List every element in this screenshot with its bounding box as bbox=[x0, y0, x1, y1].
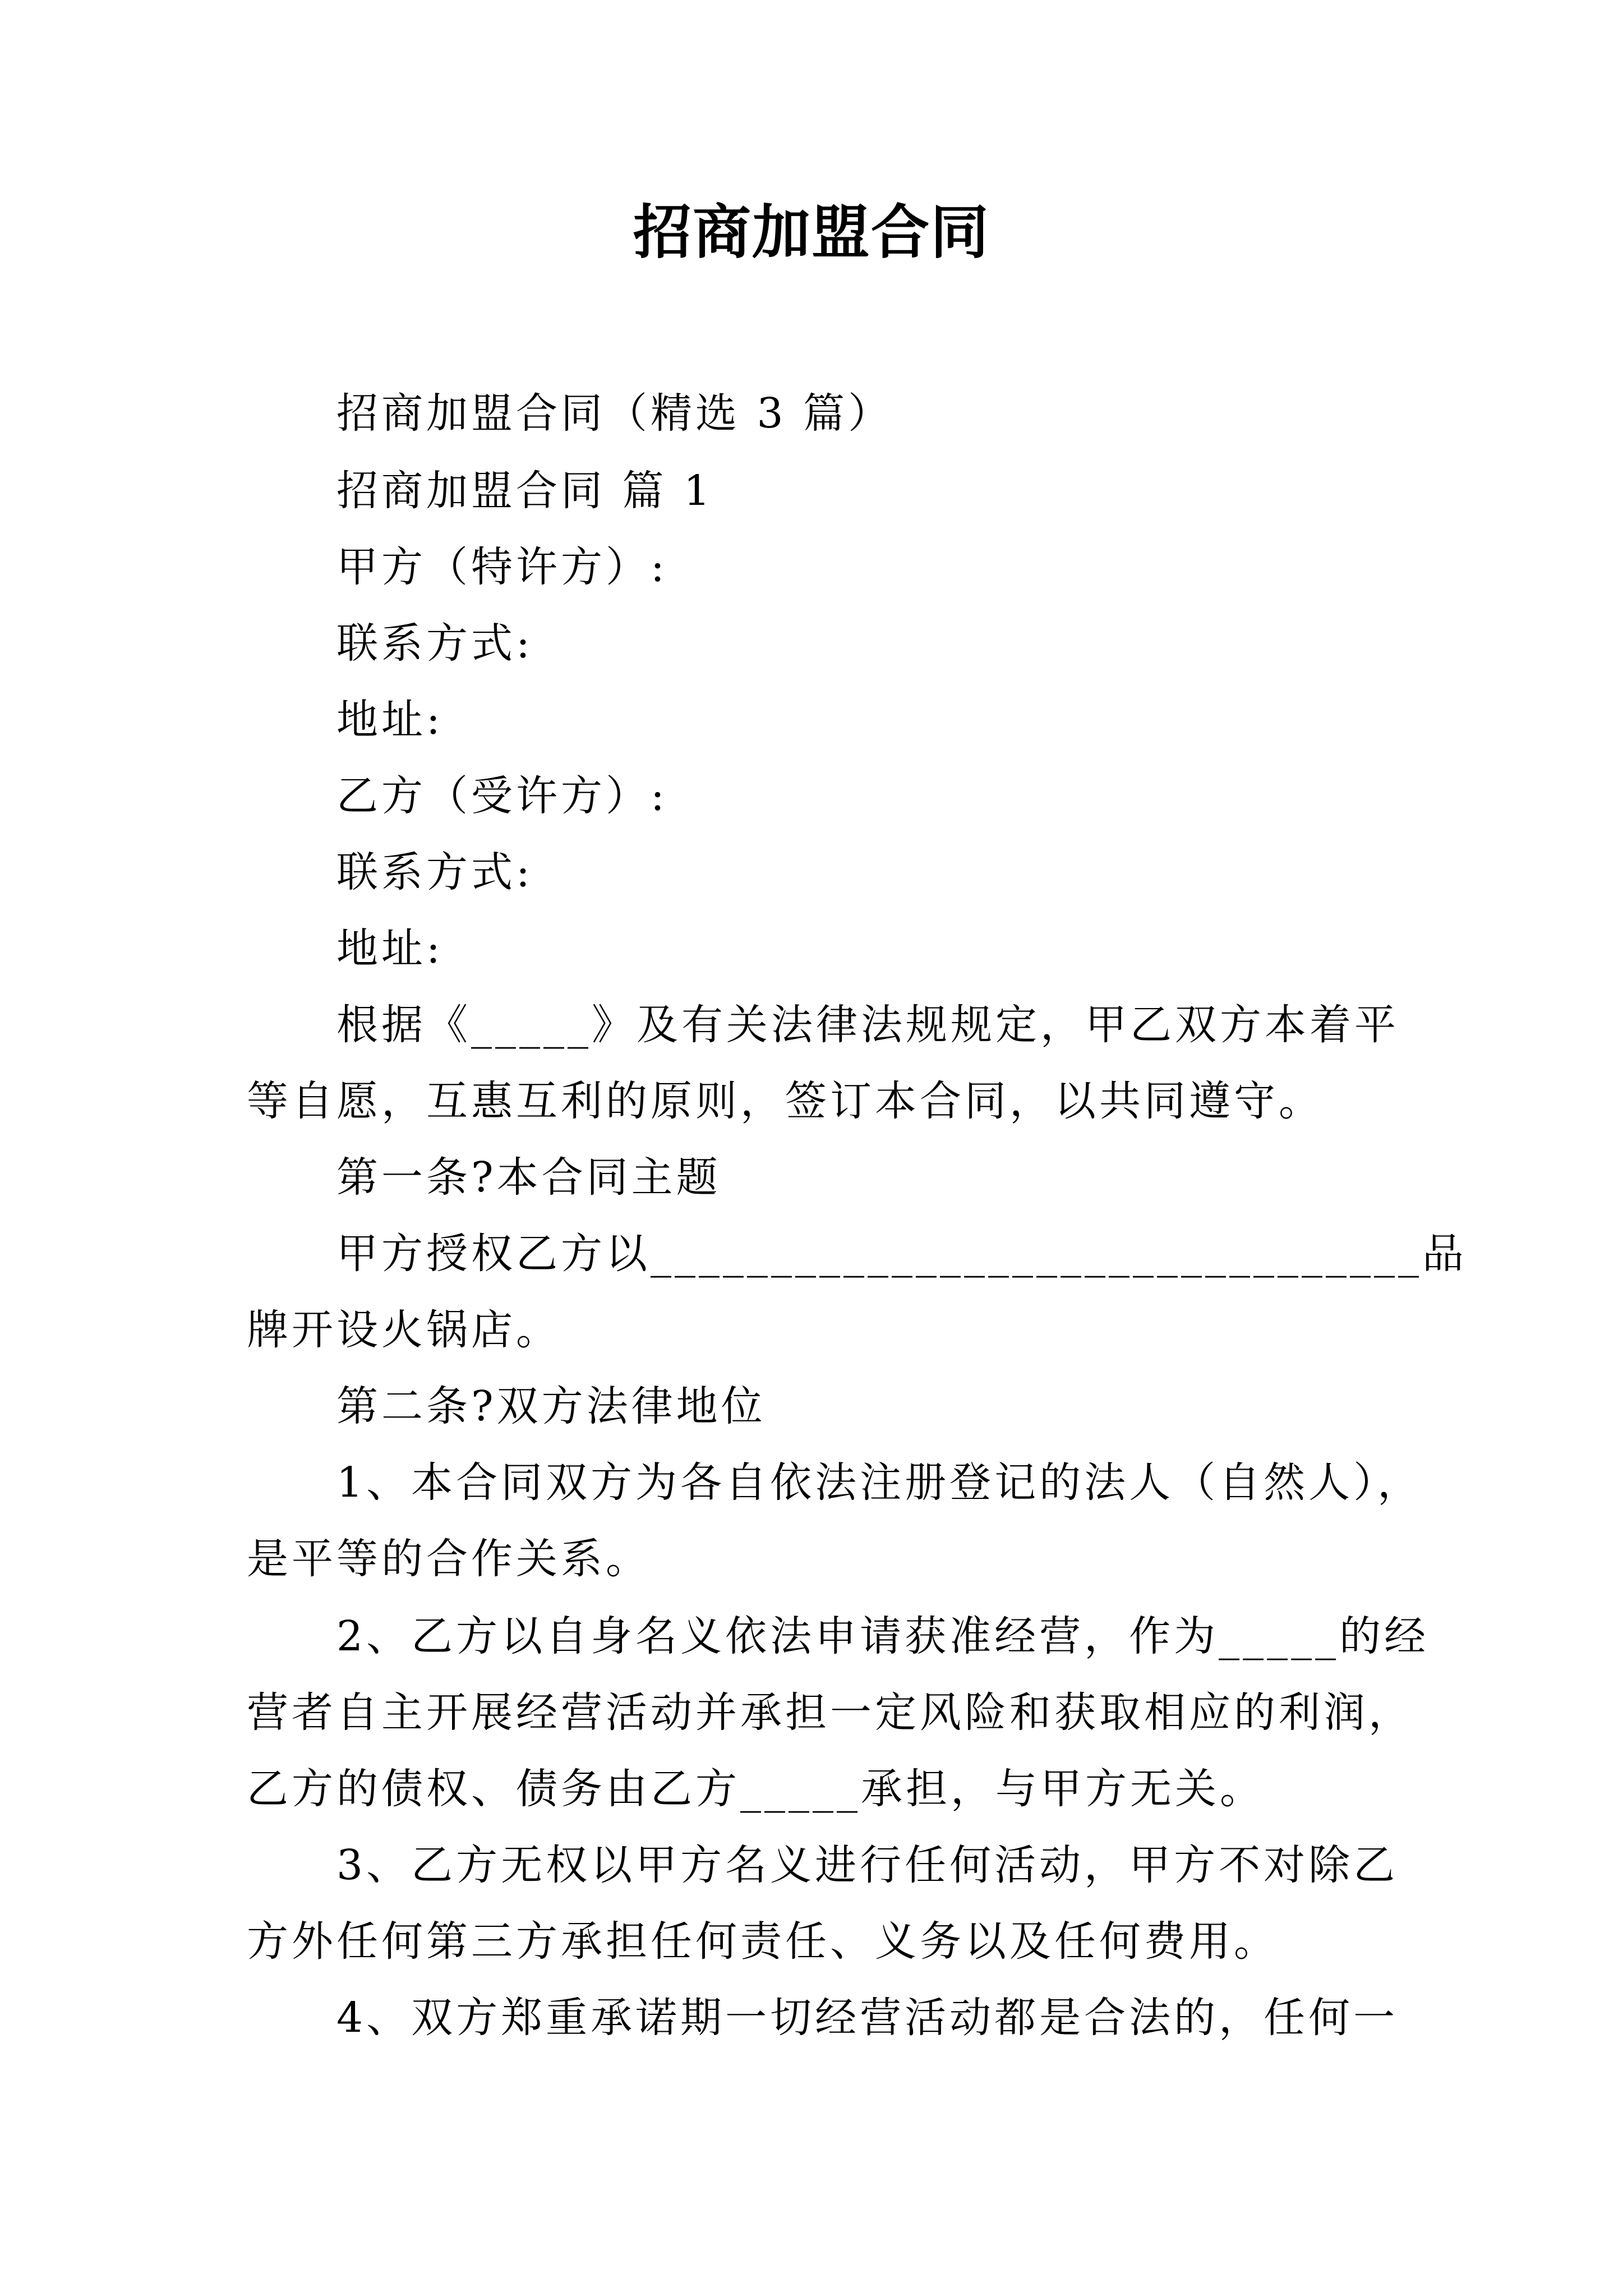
paragraph-line: 第一条?本合同主题 bbox=[336, 1153, 721, 1202]
paragraph-line: 根据《_____》及有关法律法规规定，甲乙双方本着平 bbox=[336, 1001, 1399, 1049]
paragraph-line: 方外任何第三方承担任何责任、义务以及任何费用。 bbox=[247, 1917, 1279, 1966]
document-title: 招商加盟合同 bbox=[633, 197, 990, 266]
paragraph-line: 第二条?双方法律地位 bbox=[336, 1382, 766, 1430]
paragraph-line: 地址: bbox=[336, 696, 444, 744]
paragraph-line: 联系方式: bbox=[336, 619, 533, 668]
paragraph-line: 是平等的合作关系。 bbox=[247, 1535, 651, 1583]
paragraph-line: 招商加盟合同（精选 3 篇） bbox=[336, 389, 893, 438]
paragraph-line: 2、乙方以自身名义依法申请获准经营，作为_____的经 bbox=[336, 1612, 1430, 1660]
paragraph-line: 营者自主开展经营活动并承担一定风险和获取相应的利润， bbox=[247, 1688, 1413, 1737]
paragraph-line: 3、乙方无权以甲方名义进行任何活动，甲方不对除乙 bbox=[336, 1841, 1399, 1889]
paragraph-line: 牌开设火锅店。 bbox=[247, 1306, 561, 1354]
paragraph-line: 4、双方郑重承诺期一切经营活动都是合法的，任何一 bbox=[336, 1994, 1399, 2042]
paragraph-line: 乙方（受许方）: bbox=[336, 772, 668, 820]
paragraph-line: 甲方授权乙方以________________________________品 bbox=[336, 1230, 1467, 1278]
paragraph-line: 1、本合同双方为各自依法注册登记的法人（自然人）， bbox=[336, 1458, 1423, 1507]
paragraph-line: 乙方的债权、债务由乙方_____承担，与甲方无关。 bbox=[247, 1765, 1265, 1813]
paragraph-line: 联系方式: bbox=[336, 848, 533, 896]
paragraph-line: 地址: bbox=[336, 924, 444, 973]
paragraph-line: 招商加盟合同 篇 1 bbox=[336, 467, 714, 515]
paragraph-line: 等自愿，互惠互利的原则，签订本合同，以共同遵守。 bbox=[247, 1077, 1324, 1125]
paragraph-line: 甲方（特许方）: bbox=[336, 543, 668, 591]
